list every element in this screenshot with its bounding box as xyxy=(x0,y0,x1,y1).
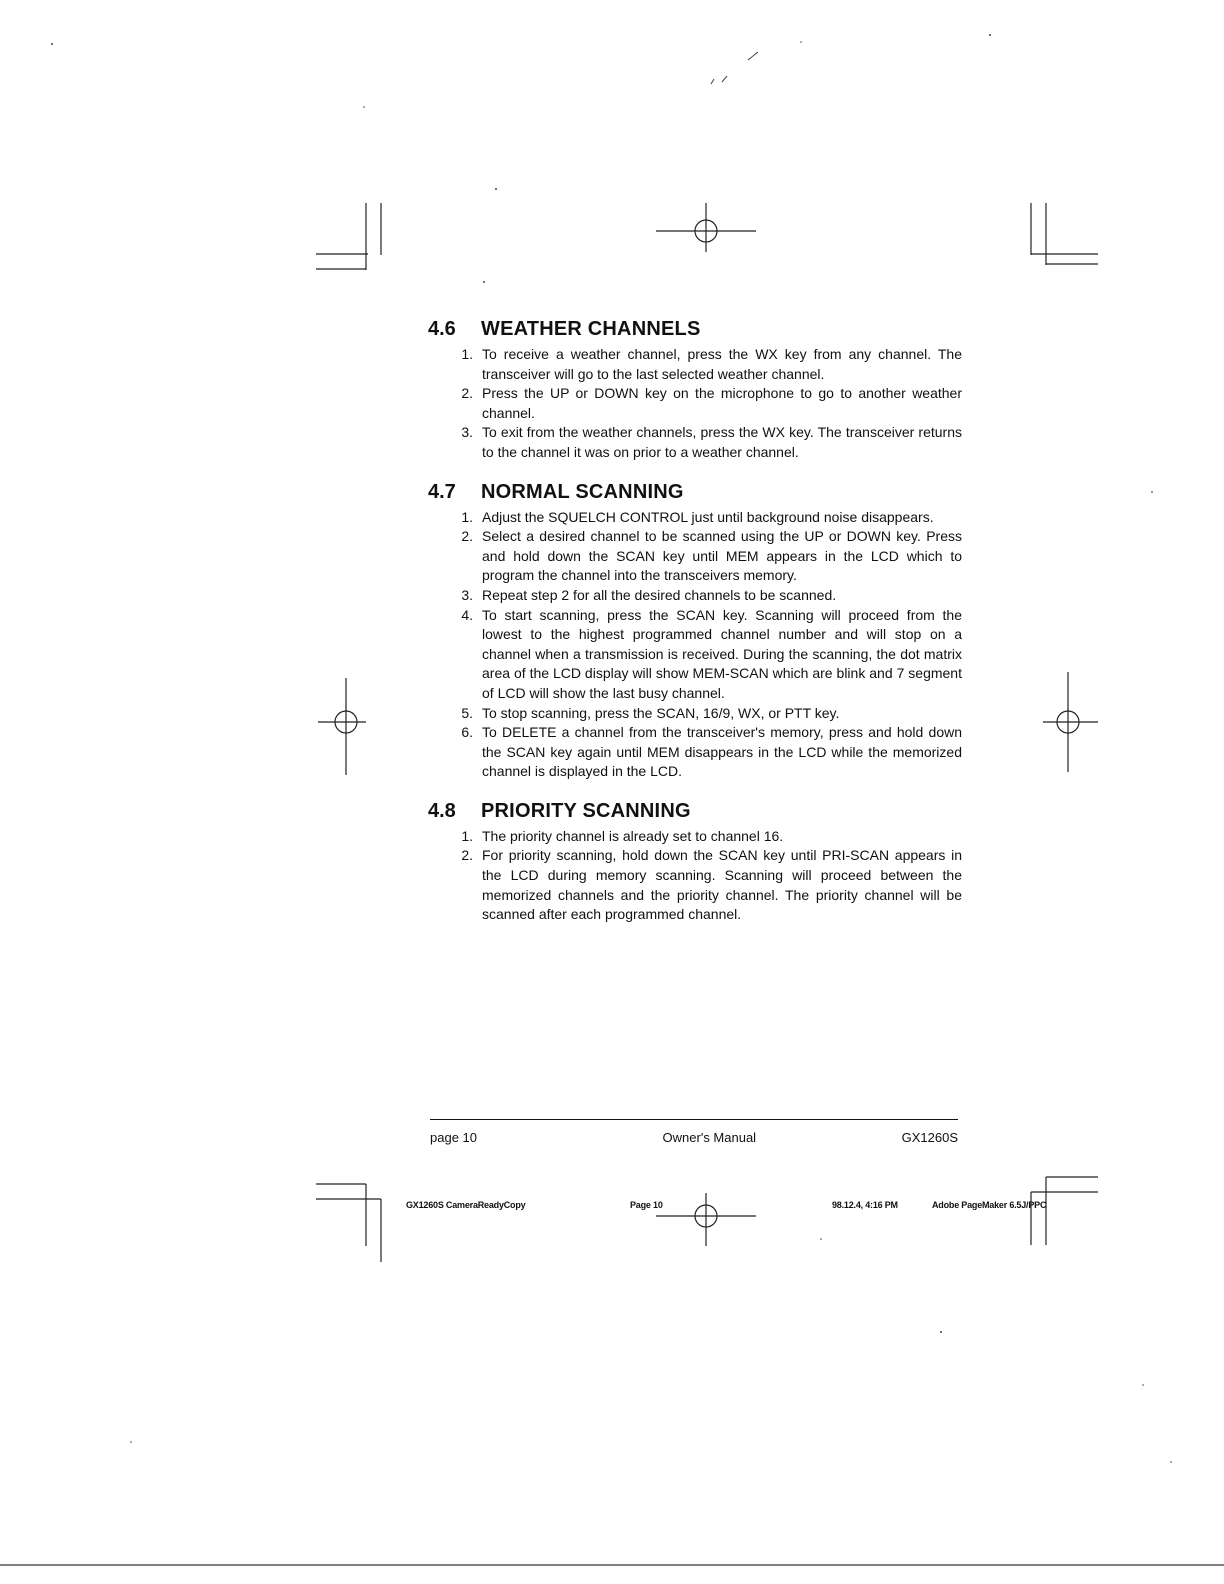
step-text: To stop scanning, press the SCAN, 16/9, WX, or PTT key. xyxy=(482,704,840,721)
section-number: 4.6 xyxy=(428,318,456,340)
step-number: 2. xyxy=(461,847,473,864)
step-number: 4. xyxy=(461,606,473,623)
section-heading xyxy=(428,318,962,341)
step-number: 3. xyxy=(461,586,473,603)
step-number: 1. xyxy=(461,346,473,362)
manual-body xyxy=(428,318,962,943)
footer-model: GX1260S xyxy=(901,1130,958,1145)
step-number: 3. xyxy=(461,424,473,441)
step-item xyxy=(428,704,962,724)
step-item xyxy=(428,423,962,462)
step-item xyxy=(428,586,962,606)
step-text: Adjust the SQUELCH CONTROL just until background noise disappears. xyxy=(482,508,934,525)
step-text: To DELETE a channel from the transceiver's memory, press and hold down the SCAN key again until MEM disappears in the LCD while the memorized channel is displayed in the LCD. xyxy=(482,724,962,780)
step-item xyxy=(428,508,962,528)
section-normal-scanning xyxy=(428,481,962,782)
page-footer xyxy=(430,1119,958,1145)
step-item xyxy=(428,384,962,423)
step-number: 2. xyxy=(461,385,473,402)
step-number: 5. xyxy=(461,704,473,721)
slug-filename: GX1260S CameraReadyCopy xyxy=(406,1200,526,1210)
step-item xyxy=(428,606,962,704)
step-text: The priority channel is already set to channel 16. xyxy=(482,827,784,844)
section-title: WEATHER CHANNELS xyxy=(481,318,701,340)
section-weather-channels xyxy=(428,318,962,463)
step-item xyxy=(428,527,962,586)
section-title: NORMAL SCANNING xyxy=(481,480,684,503)
step-text: Select a desired channel to be scanned using the UP or DOWN key. Press and hold down the SCAN key until MEM appears in the LCD which to program the channel into the transceivers memory. xyxy=(482,528,962,584)
section-number: 4.7 xyxy=(428,480,456,503)
step-text: To receive a weather channel, press the WX key from any channel. The transceiver will go to the last selected weather channel. xyxy=(482,346,962,382)
step-text: Repeat step 2 for all the desired channels to be scanned. xyxy=(482,586,837,603)
step-item xyxy=(428,846,962,924)
step-list xyxy=(428,508,962,782)
step-text: To start scanning, press the SCAN key. Scanning will proceed from the lowest to the highest programmed channel number and will stop on a channel when a transmission is received. During the scanning, the dot matrix area of the LCD display will show MEM-SCAN which are blink and 7 segment of LCD will show the last busy channel. xyxy=(482,606,962,701)
step-item xyxy=(428,345,962,384)
step-number: 2. xyxy=(461,528,473,545)
section-priority-scanning xyxy=(428,800,962,925)
step-number: 1. xyxy=(461,508,473,525)
slug-application: Adobe PageMaker 6.5J/PPC xyxy=(932,1200,1047,1210)
section-title: PRIORITY SCANNING xyxy=(481,799,691,822)
step-list xyxy=(428,345,962,463)
step-number: 1. xyxy=(461,827,473,844)
footer-title: Owner's Manual xyxy=(662,1130,757,1145)
section-heading xyxy=(428,800,962,823)
footer-page-number: page 10 xyxy=(430,1130,477,1145)
step-number: 6. xyxy=(461,724,473,741)
slug-page: Page 10 xyxy=(630,1200,663,1210)
step-list xyxy=(428,827,962,925)
step-text: To exit from the weather channels, press the WX key. The transceiver returns to the channel it was on prior to a weather channel. xyxy=(482,424,962,460)
section-number: 4.8 xyxy=(428,799,456,822)
step-text: For priority scanning, hold down the SCAN key until PRI-SCAN appears in the LCD during memory scanning. Scanning will proceed between the memorized channels and the priority channel. The priority channel will be scanned after each programmed channel. xyxy=(482,847,962,923)
section-heading xyxy=(428,481,962,504)
step-text: Press the UP or DOWN key on the microphone to go to another weather channel. xyxy=(482,385,962,421)
step-item xyxy=(428,723,962,782)
step-item xyxy=(428,827,962,847)
slug-datetime: 98.12.4, 4:16 PM xyxy=(832,1200,898,1210)
